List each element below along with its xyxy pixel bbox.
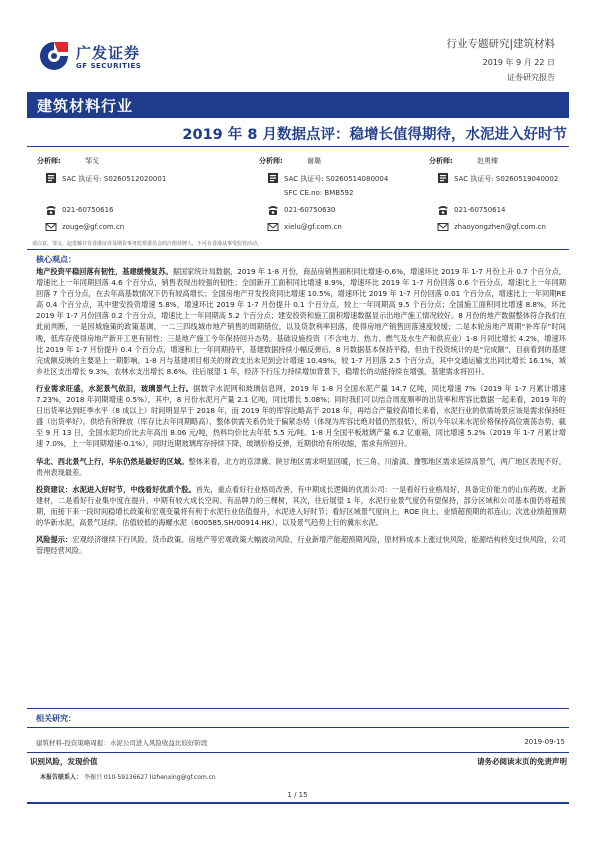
paragraph-industry-demand [36, 383, 566, 450]
paragraph-text: 宏观经济继续下行风险，货币政策、房地产等宏观政策大幅波动风险，行业新增产能超预期风险，原材料成本上涨过快风险，能源结构转变过快风险，公司管理经营风险。 [36, 535, 566, 556]
analyst-label: 分析师: [259, 157, 283, 165]
brand-logo [38, 40, 168, 76]
brand-name-en: GF SECURITIES [76, 62, 142, 70]
analyst-email[interactable]: xielu@gf.com.cn [284, 223, 342, 231]
email-icon[interactable] [45, 221, 57, 233]
report-date: 2019 年 9 月 22 日 [482, 58, 555, 67]
industry-title: 建筑材料行业 [37, 97, 134, 115]
analyst-email[interactable]: zhaoyongzhen@gf.com.cn [454, 223, 546, 231]
core-views-body [36, 266, 566, 562]
certificate-icon [437, 172, 449, 184]
analyst-section [27, 152, 569, 234]
certificate-icon [267, 172, 279, 184]
page-number: 1 / 15 [287, 791, 308, 799]
analyst-label: 分析师: [37, 157, 61, 165]
footer-rule [27, 802, 569, 804]
industry-band [27, 92, 569, 118]
brand-name-cn: 广发证券 [76, 44, 141, 62]
analyst-phone: 021-60750630 [284, 206, 336, 214]
analyst-label: 分析师: [429, 157, 453, 165]
footer-slogan: 识别风险，发现价值 [30, 757, 98, 766]
analyst-sac: SAC 执证号: S0260512020001 [62, 175, 167, 183]
footer-disclaimer-note: 请务必阅读末页的免责声明 [477, 757, 567, 766]
paragraph-lead: 华北、西北景气上行，华东仍然是最好的区域。 [36, 456, 189, 466]
contact-label: 本报告联系人： [40, 774, 83, 781]
divider [27, 249, 569, 250]
analyst-sac: SAC 执证号: S0260519040002 [454, 175, 559, 183]
paragraph-risk-warning [36, 534, 566, 556]
analyst-name: 赵勇臻 [477, 157, 498, 165]
paragraph-regional [36, 456, 566, 478]
paragraph-lead: 风险提示： [36, 535, 73, 545]
analyst-phone: 021-60750614 [454, 206, 506, 214]
contact-details: 李振兴 010-59136627 lizhenxing@gf.com.cn [83, 774, 216, 781]
report-title: 2019 年 8 月数据点评：稳增长值得期待，水泥进入好时节 [182, 127, 567, 143]
divider [27, 146, 569, 147]
divider [27, 727, 569, 728]
analyst-phone: 021-60750616 [62, 206, 114, 214]
phone-icon [437, 204, 449, 216]
license-disclaimer: 请注意，邹戈、赵勇臻并非香港证券及期货事务监察委员会的注册持牌人，不可在香港从事受监管活动。 [32, 241, 263, 247]
related-research-link[interactable]: 建筑材料-投资策略周报：水泥公司进入风险收益比较好阶段 [36, 739, 208, 747]
analyst-name: 邹戈 [85, 157, 99, 165]
report-header-meta [446, 36, 555, 83]
paragraph-text: 据国家统计局数据，2019 年 1-8 月份，商品房销售面积同比增速-0.6%，增速环比 2019 年 1-7 月份上升 0.7 个百分点，增速比上一年同期回落 4.6 个百分点，销售表现出较强的韧性；全国新开工面积同比增速 8.9%，增速环比 2019 年 1-7 月份回落 0.6 个百分点，增速比上一年同期回落 7 个百分点，在去年高基数情况下仍有较高增长；全国房地产开发投资同比增速 10.5%，增速环比 2019 年 1-7 月份回落 0.01 个百分点，增速比上一年同期RE高 0.4 个百分点，其中建安投资增速 5.8%，增速环比 2019 年 1-7 月份提升 0.1 个百分点，较上一年同期高 9.5 个百分点；全国施工面积同比增速 8.8%，环比 2019 年 1-7 月份回落 0.2 个百分点，增速比上一年同期高 5.2 个百分点；建安投资和施工面积增速数据显示出地产施工情况较好。8 月份的地产数据整体符合我们在此前判断，一是因城施策的政策基调，一二三四线城市地产销售的周期错位，以及货款利率回落，使得房地产销售回落速度较缓；二是本轮房地产周期“补库存”时间晚，低库存使得房地产新开工更有韧性；三是地产施工今年保持回升态势。基础设施投资（不含电力、热力、燃气及水生产和供应业）1-8 月同比增长 4.2%，增速环比 2019 年 1-7 月份提升 0.4 个百分点，增速和上一年同期持平，基建数据持续小幅反弹后，8 月数据基本保持平稳，但由于投资统计的是“完成额”，目前看到的基建完成额反映的主要是上一期影响，1-8 月与基建项目相关的财政支出未见到会计增速 10.49%，较 1-7 月回落 2.5 个百分点，其中交通运输支出同比增长 16.1%，城乡社区支出增长 9.3%，农林水支出增长 8.6%。往后展望 1 年，经济下行压力持续增加背景下，稳增长的动能持续在增强，基建需求将回升。 [36, 267, 566, 376]
report-type: 证券研究报告 [507, 73, 555, 82]
divider [27, 752, 569, 753]
paragraph-text: 据数字水泥网和玻璃信息网，2019 年 1-8 月全国水泥产量 14.7 亿吨，同比增速 7%（2019 年 1-7 月累计增速 7.23%，2018 年同期增速 0.5%），其中，8 月份水泥月产量 2.1 亿吨，同比增长 5.08%；同时我们可以结合周度频率的出货率和库容比数据一起来看，2019 年的日出货率达到旺季水平（8 成以上）时间明显早于 2018 年，而 2019 年的库容比略高于 2018 年，再结合产量较高增长来看，水泥行业的供需场景应该是需求保持旺盛（出货率好），供给有所释放（库存比去年同期略高），整体供需关系仍处于偏紧态势（体现为库容比绝对值仍然很低），所以今年以来水泥价格保持高位震荡态势，截至 9 月 13 日，全国水泥均价比去年高出 8.06 元/吨，热料均价比去年低 5.5 元/吨。1-8 月全国平板玻璃产量 6.2 亿重箱，同比增速 5.2%（2019 年 1-7 月累计增速 7.0%，上一年同期增速-0.1%），同时近期玻璃库存持续下降，玻璃价格反弹，近期供给有所收缩，需求有所回升。 [36, 383, 566, 449]
analyst-email[interactable]: zouge@gf.com.cn [62, 223, 125, 231]
gf-logo-icon [38, 40, 70, 72]
report-category: 行业专题研究|建筑材料 [446, 38, 555, 50]
analyst-sac: SAC 执证号: S0260514080004 [284, 175, 389, 183]
paragraph-lead: 地产投资平稳回落有韧性，基建缓慢复苏。 [36, 267, 173, 276]
certificate-icon [45, 172, 57, 184]
divider [27, 708, 569, 709]
core-views-heading: 核心观点： [36, 255, 76, 264]
paragraph-lead: 投资建议：水泥进入好时节，中线看好优质个股。 [36, 484, 196, 494]
phone-icon [45, 204, 57, 216]
phone-icon [267, 204, 279, 216]
analyst-name: 谢璐 [307, 157, 321, 165]
analyst-sfc: SFC CE.no: BMB592 [284, 189, 354, 197]
paragraph-real-estate [36, 266, 566, 377]
email-icon[interactable] [267, 221, 279, 233]
related-research-date: 2019-09-15 [524, 738, 565, 746]
email-icon[interactable] [437, 221, 449, 233]
paragraph-text: 整体来看，北方的京津冀、陕甘地区需求明显回暖，长三角、川渝滇、豫鄂地区需求延续高景气，两广地区表现不好，贵州表现最差。 [36, 456, 566, 477]
paragraph-text: 首先，重点看好行业格局改善，有中期成长逻辑的优质公司：一是看好行业格局好，具备定价能力的山东药玻、北新建材，二是看好行业集中度在提升，中期有较大成长空间、有品牌力的三棵树，其次，往后展望 1 年，水泥行业景气度仍有望保持，部分区域和公司基本面仍将超预期，而接下来一段时间稳增长政策和宏观变量将有利于水泥行业估值提升，水泥进入好时节；看好区域景气度向上，ROE 向上，业绩超预期的祁连山；次选业绩超预期的华新水泥，高景气延续、估值较低的海螺水泥（600585.SH/00914.HK），以及景气趋势上行的冀东水泥。 [36, 484, 566, 527]
paragraph-investment-advice [36, 484, 566, 528]
related-research-heading: 相关研究： [36, 714, 76, 723]
report-contact [40, 772, 216, 781]
paragraph-lead: 行业需求旺盛，水泥景气依旧，玻璃景气上行。 [36, 383, 194, 393]
